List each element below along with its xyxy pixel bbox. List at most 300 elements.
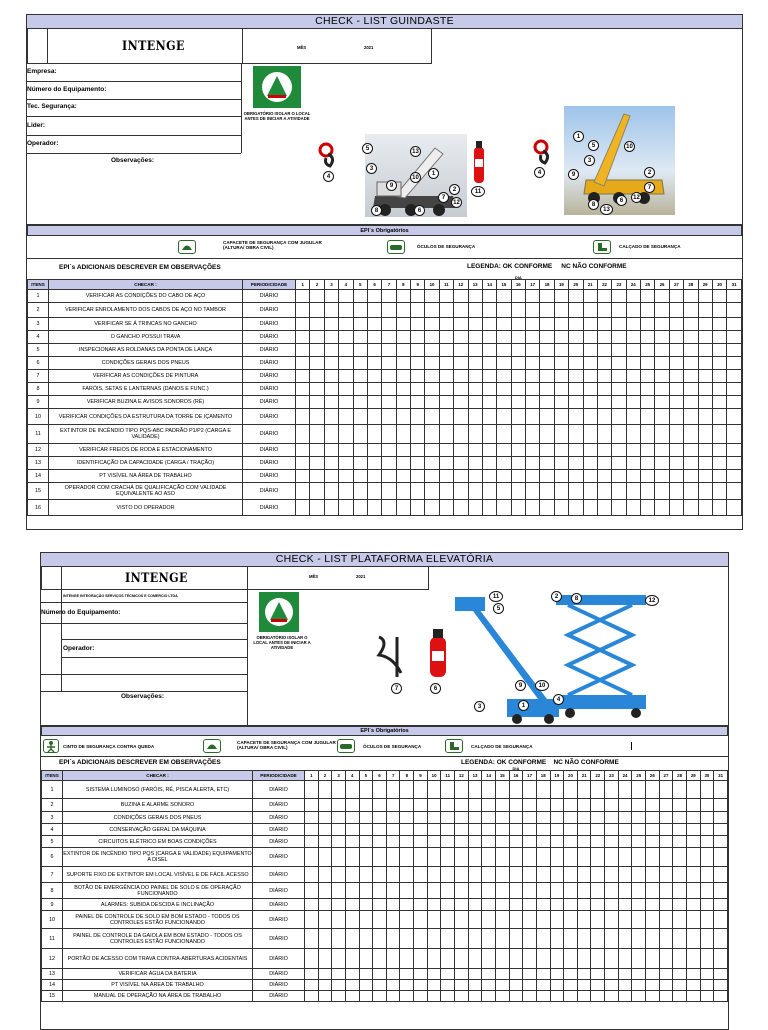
check-cell-day-28[interactable] (673, 991, 687, 1002)
check-cell-day-14[interactable] (482, 396, 496, 409)
check-cell-day-11[interactable] (439, 396, 453, 409)
check-cell-day-5[interactable] (359, 867, 373, 883)
check-cell-day-16[interactable] (509, 836, 523, 848)
check-cell-day-10[interactable] (425, 318, 439, 331)
check-cell-day-29[interactable] (698, 318, 712, 331)
check-cell-day-19[interactable] (554, 500, 568, 516)
check-cell-day-3[interactable] (332, 812, 346, 824)
check-cell-day-26[interactable] (655, 318, 669, 331)
check-cell-day-31[interactable] (714, 911, 728, 929)
check-cell-day-5[interactable] (359, 991, 373, 1002)
check-cell-day-30[interactable] (700, 911, 714, 929)
check-cell-day-12[interactable] (454, 483, 468, 500)
check-cell-day-3[interactable] (332, 969, 346, 980)
check-cell-day-21[interactable] (577, 799, 591, 812)
check-cell-day-6[interactable] (367, 290, 381, 303)
check-cell-day-10[interactable] (425, 409, 439, 425)
check-cell-day-31[interactable] (727, 425, 742, 444)
check-cell-day-17[interactable] (526, 370, 540, 383)
check-cell-day-3[interactable] (324, 425, 338, 444)
check-cell-day-28[interactable] (673, 980, 687, 991)
check-cell-day-16[interactable] (509, 824, 523, 836)
check-cell-day-4[interactable] (339, 344, 353, 357)
check-cell-day-14[interactable] (482, 457, 496, 470)
check-cell-day-23[interactable] (605, 980, 619, 991)
check-cell-day-25[interactable] (641, 483, 655, 500)
check-cell-day-2[interactable] (310, 483, 324, 500)
check-cell-day-22[interactable] (591, 929, 605, 949)
check-cell-day-31[interactable] (714, 824, 728, 836)
check-cell-day-8[interactable] (400, 781, 414, 799)
check-cell-day-1[interactable] (296, 383, 310, 396)
check-cell-day-21[interactable] (577, 949, 591, 969)
check-cell-day-13[interactable] (468, 991, 482, 1002)
check-cell-day-31[interactable] (714, 867, 728, 883)
check-cell-day-11[interactable] (439, 457, 453, 470)
check-cell-day-6[interactable] (367, 444, 381, 457)
check-cell-day-16[interactable] (509, 949, 523, 969)
check-cell-day-28[interactable] (673, 911, 687, 929)
check-cell-day-29[interactable] (686, 980, 700, 991)
check-cell-day-9[interactable] (414, 980, 428, 991)
check-cell-day-10[interactable] (427, 949, 441, 969)
check-cell-day-21[interactable] (577, 969, 591, 980)
check-cell-day-7[interactable] (382, 470, 396, 483)
check-cell-day-4[interactable] (345, 836, 359, 848)
check-cell-day-1[interactable] (296, 344, 310, 357)
check-cell-day-12[interactable] (455, 781, 469, 799)
check-cell-day-15[interactable] (497, 457, 511, 470)
check-cell-day-28[interactable] (684, 303, 698, 318)
check-cell-day-6[interactable] (373, 899, 387, 911)
check-cell-day-10[interactable] (427, 867, 441, 883)
check-cell-day-26[interactable] (646, 929, 660, 949)
check-cell-day-29[interactable] (698, 303, 712, 318)
check-cell-day-18[interactable] (536, 848, 550, 867)
check-cell-day-26[interactable] (655, 344, 669, 357)
check-cell-day-8[interactable] (400, 824, 414, 836)
check-cell-day-25[interactable] (632, 848, 646, 867)
check-cell-day-24[interactable] (618, 883, 632, 899)
check-cell-day-30[interactable] (712, 331, 726, 344)
check-cell-day-14[interactable] (482, 331, 496, 344)
check-cell-day-16[interactable] (509, 799, 523, 812)
check-cell-day-22[interactable] (591, 911, 605, 929)
check-cell-day-11[interactable] (441, 991, 455, 1002)
check-cell-day-25[interactable] (641, 444, 655, 457)
check-cell-day-24[interactable] (626, 444, 640, 457)
check-cell-day-30[interactable] (712, 396, 726, 409)
check-cell-day-17[interactable] (526, 357, 540, 370)
check-cell-day-22[interactable] (597, 425, 611, 444)
check-cell-day-12[interactable] (454, 357, 468, 370)
check-cell-day-16[interactable] (509, 812, 523, 824)
check-cell-day-18[interactable] (536, 824, 550, 836)
check-cell-day-13[interactable] (468, 344, 482, 357)
check-cell-day-12[interactable] (454, 370, 468, 383)
check-cell-day-20[interactable] (569, 303, 583, 318)
check-cell-day-31[interactable] (727, 344, 742, 357)
check-cell-day-18[interactable] (536, 969, 550, 980)
check-cell-day-4[interactable] (339, 425, 353, 444)
field-operador[interactable]: Operador: (63, 645, 95, 652)
check-cell-day-31[interactable] (727, 318, 742, 331)
check-cell-day-3[interactable] (324, 290, 338, 303)
check-cell-day-31[interactable] (714, 836, 728, 848)
check-cell-day-9[interactable] (411, 425, 425, 444)
check-cell-day-15[interactable] (495, 781, 509, 799)
check-cell-day-20[interactable] (569, 470, 583, 483)
check-cell-day-31[interactable] (727, 444, 742, 457)
check-cell-day-1[interactable] (305, 812, 319, 824)
check-cell-day-3[interactable] (332, 836, 346, 848)
check-cell-day-31[interactable] (714, 980, 728, 991)
check-cell-day-8[interactable] (396, 470, 410, 483)
check-cell-day-15[interactable] (495, 799, 509, 812)
check-cell-day-17[interactable] (523, 824, 537, 836)
check-cell-day-25[interactable] (641, 383, 655, 396)
check-cell-day-3[interactable] (332, 991, 346, 1002)
check-cell-day-18[interactable] (536, 899, 550, 911)
check-cell-day-18[interactable] (540, 425, 554, 444)
check-cell-day-2[interactable] (310, 318, 324, 331)
check-cell-day-8[interactable] (396, 425, 410, 444)
check-cell-day-29[interactable] (686, 883, 700, 899)
check-cell-day-22[interactable] (591, 991, 605, 1002)
check-cell-day-27[interactable] (669, 500, 683, 516)
check-cell-day-26[interactable] (655, 470, 669, 483)
check-cell-day-18[interactable] (540, 370, 554, 383)
check-cell-day-6[interactable] (367, 425, 381, 444)
check-cell-day-1[interactable] (296, 444, 310, 457)
check-cell-day-30[interactable] (700, 824, 714, 836)
check-cell-day-1[interactable] (296, 409, 310, 425)
check-cell-day-10[interactable] (425, 425, 439, 444)
check-cell-day-13[interactable] (468, 290, 482, 303)
check-cell-day-31[interactable] (714, 929, 728, 949)
check-cell-day-27[interactable] (669, 457, 683, 470)
check-cell-day-17[interactable] (526, 444, 540, 457)
check-cell-day-26[interactable] (655, 444, 669, 457)
check-cell-day-14[interactable] (482, 929, 496, 949)
check-cell-day-14[interactable] (482, 980, 496, 991)
check-cell-day-8[interactable] (396, 331, 410, 344)
check-cell-day-13[interactable] (468, 357, 482, 370)
check-cell-day-8[interactable] (396, 383, 410, 396)
check-cell-day-19[interactable] (554, 344, 568, 357)
check-cell-day-8[interactable] (396, 457, 410, 470)
check-cell-day-25[interactable] (641, 318, 655, 331)
check-cell-day-30[interactable] (700, 812, 714, 824)
check-cell-day-18[interactable] (536, 883, 550, 899)
check-cell-day-26[interactable] (646, 980, 660, 991)
check-cell-day-19[interactable] (554, 457, 568, 470)
check-cell-day-16[interactable] (509, 929, 523, 949)
check-cell-day-8[interactable] (396, 500, 410, 516)
check-cell-day-27[interactable] (659, 969, 673, 980)
check-cell-day-26[interactable] (655, 425, 669, 444)
check-cell-day-15[interactable] (495, 911, 509, 929)
check-cell-day-23[interactable] (612, 470, 626, 483)
check-cell-day-21[interactable] (577, 911, 591, 929)
check-cell-day-21[interactable] (583, 370, 597, 383)
check-cell-day-14[interactable] (482, 303, 496, 318)
check-cell-day-9[interactable] (411, 500, 425, 516)
check-cell-day-15[interactable] (495, 848, 509, 867)
check-cell-day-30[interactable] (712, 444, 726, 457)
check-cell-day-5[interactable] (353, 483, 367, 500)
check-cell-day-19[interactable] (550, 929, 564, 949)
check-cell-day-25[interactable] (632, 883, 646, 899)
check-cell-day-21[interactable] (577, 836, 591, 848)
check-cell-day-26[interactable] (655, 483, 669, 500)
check-cell-day-24[interactable] (618, 848, 632, 867)
check-cell-day-16[interactable] (511, 331, 525, 344)
check-cell-day-7[interactable] (382, 357, 396, 370)
check-cell-day-31[interactable] (727, 457, 742, 470)
check-cell-day-13[interactable] (468, 867, 482, 883)
check-cell-day-3[interactable] (324, 444, 338, 457)
check-cell-day-24[interactable] (626, 470, 640, 483)
check-cell-day-9[interactable] (411, 457, 425, 470)
check-cell-day-13[interactable] (468, 383, 482, 396)
check-cell-day-15[interactable] (495, 867, 509, 883)
check-cell-day-14[interactable] (482, 867, 496, 883)
check-cell-day-24[interactable] (626, 290, 640, 303)
check-cell-day-7[interactable] (386, 911, 400, 929)
check-cell-day-14[interactable] (482, 483, 496, 500)
check-cell-day-16[interactable] (511, 444, 525, 457)
check-cell-day-4[interactable] (345, 799, 359, 812)
check-cell-day-20[interactable] (569, 457, 583, 470)
check-cell-day-9[interactable] (414, 929, 428, 949)
check-cell-day-16[interactable] (511, 290, 525, 303)
check-cell-day-2[interactable] (318, 836, 332, 848)
check-cell-day-24[interactable] (626, 331, 640, 344)
check-cell-day-17[interactable] (523, 836, 537, 848)
check-cell-day-7[interactable] (386, 980, 400, 991)
check-cell-day-24[interactable] (626, 370, 640, 383)
check-cell-day-9[interactable] (414, 812, 428, 824)
check-cell-day-5[interactable] (353, 318, 367, 331)
check-cell-day-30[interactable] (700, 899, 714, 911)
check-cell-day-10[interactable] (425, 331, 439, 344)
check-cell-day-2[interactable] (318, 824, 332, 836)
check-cell-day-1[interactable] (296, 483, 310, 500)
check-cell-day-21[interactable] (583, 444, 597, 457)
check-cell-day-15[interactable] (497, 357, 511, 370)
check-cell-day-22[interactable] (591, 980, 605, 991)
check-cell-day-30[interactable] (700, 848, 714, 867)
check-cell-day-24[interactable] (618, 929, 632, 949)
check-cell-day-15[interactable] (497, 425, 511, 444)
check-cell-day-23[interactable] (612, 444, 626, 457)
check-cell-day-31[interactable] (714, 991, 728, 1002)
check-cell-day-1[interactable] (305, 883, 319, 899)
check-cell-day-19[interactable] (550, 980, 564, 991)
check-cell-day-22[interactable] (597, 383, 611, 396)
check-cell-day-19[interactable] (554, 470, 568, 483)
check-cell-day-29[interactable] (686, 836, 700, 848)
check-cell-day-7[interactable] (386, 848, 400, 867)
check-cell-day-29[interactable] (686, 848, 700, 867)
check-cell-day-4[interactable] (339, 370, 353, 383)
check-cell-day-19[interactable] (550, 991, 564, 1002)
check-cell-day-21[interactable] (583, 331, 597, 344)
check-cell-day-13[interactable] (468, 444, 482, 457)
check-cell-day-4[interactable] (339, 318, 353, 331)
check-cell-day-3[interactable] (332, 867, 346, 883)
check-cell-day-31[interactable] (714, 781, 728, 799)
check-cell-day-10[interactable] (427, 911, 441, 929)
check-cell-day-10[interactable] (425, 357, 439, 370)
check-cell-day-17[interactable] (526, 396, 540, 409)
check-cell-day-8[interactable] (400, 949, 414, 969)
check-cell-day-25[interactable] (641, 470, 655, 483)
check-cell-day-29[interactable] (698, 357, 712, 370)
check-cell-day-2[interactable] (310, 409, 324, 425)
check-cell-day-7[interactable] (382, 318, 396, 331)
check-cell-day-3[interactable] (324, 318, 338, 331)
check-cell-day-13[interactable] (468, 929, 482, 949)
check-cell-day-2[interactable] (310, 470, 324, 483)
check-cell-day-25[interactable] (641, 303, 655, 318)
check-cell-day-7[interactable] (382, 303, 396, 318)
check-cell-day-28[interactable] (684, 357, 698, 370)
check-cell-day-11[interactable] (441, 824, 455, 836)
check-cell-day-4[interactable] (339, 457, 353, 470)
check-cell-day-16[interactable] (509, 848, 523, 867)
check-cell-day-22[interactable] (597, 331, 611, 344)
check-cell-day-20[interactable] (564, 812, 578, 824)
check-cell-day-29[interactable] (698, 444, 712, 457)
check-cell-day-2[interactable] (318, 969, 332, 980)
check-cell-day-18[interactable] (540, 383, 554, 396)
check-cell-day-14[interactable] (482, 824, 496, 836)
check-cell-day-15[interactable] (495, 899, 509, 911)
check-cell-day-10[interactable] (427, 799, 441, 812)
check-cell-day-18[interactable] (540, 290, 554, 303)
check-cell-day-12[interactable] (455, 799, 469, 812)
check-cell-day-24[interactable] (618, 980, 632, 991)
check-cell-day-25[interactable] (641, 457, 655, 470)
check-cell-day-3[interactable] (332, 949, 346, 969)
check-cell-day-22[interactable] (591, 899, 605, 911)
check-cell-day-22[interactable] (597, 500, 611, 516)
check-cell-day-23[interactable] (612, 318, 626, 331)
check-cell-day-29[interactable] (686, 799, 700, 812)
check-cell-day-6[interactable] (373, 980, 387, 991)
check-cell-day-28[interactable] (684, 331, 698, 344)
check-cell-day-18[interactable] (540, 500, 554, 516)
check-cell-day-23[interactable] (605, 848, 619, 867)
check-cell-day-29[interactable] (698, 425, 712, 444)
check-cell-day-18[interactable] (536, 836, 550, 848)
check-cell-day-26[interactable] (646, 911, 660, 929)
check-cell-day-15[interactable] (497, 470, 511, 483)
check-cell-day-14[interactable] (482, 470, 496, 483)
check-cell-day-27[interactable] (659, 911, 673, 929)
check-cell-day-10[interactable] (427, 883, 441, 899)
check-cell-day-29[interactable] (698, 331, 712, 344)
check-cell-day-8[interactable] (400, 911, 414, 929)
check-cell-day-10[interactable] (425, 396, 439, 409)
field-numero-equipamento[interactable]: Número do Equipamento: (27, 86, 107, 93)
check-cell-day-14[interactable] (482, 357, 496, 370)
check-cell-day-31[interactable] (727, 331, 742, 344)
check-cell-day-21[interactable] (583, 470, 597, 483)
check-cell-day-30[interactable] (712, 303, 726, 318)
check-cell-day-1[interactable] (305, 824, 319, 836)
check-cell-day-29[interactable] (686, 949, 700, 969)
check-cell-day-28[interactable] (684, 409, 698, 425)
check-cell-day-19[interactable] (550, 969, 564, 980)
check-cell-day-8[interactable] (396, 444, 410, 457)
check-cell-day-29[interactable] (698, 500, 712, 516)
check-cell-day-23[interactable] (605, 911, 619, 929)
check-cell-day-26[interactable] (646, 812, 660, 824)
check-cell-day-21[interactable] (577, 883, 591, 899)
check-cell-day-11[interactable] (441, 848, 455, 867)
check-cell-day-30[interactable] (712, 370, 726, 383)
check-cell-day-2[interactable] (310, 383, 324, 396)
check-cell-day-15[interactable] (495, 824, 509, 836)
check-cell-day-8[interactable] (400, 883, 414, 899)
check-cell-day-29[interactable] (686, 867, 700, 883)
check-cell-day-14[interactable] (482, 290, 496, 303)
check-cell-day-14[interactable] (482, 991, 496, 1002)
check-cell-day-4[interactable] (339, 500, 353, 516)
check-cell-day-1[interactable] (296, 457, 310, 470)
check-cell-day-28[interactable] (684, 425, 698, 444)
check-cell-day-25[interactable] (632, 969, 646, 980)
check-cell-day-3[interactable] (324, 370, 338, 383)
check-cell-day-31[interactable] (727, 396, 742, 409)
check-cell-day-18[interactable] (536, 867, 550, 883)
check-cell-day-16[interactable] (511, 318, 525, 331)
check-cell-day-5[interactable] (353, 344, 367, 357)
check-cell-day-8[interactable] (396, 318, 410, 331)
check-cell-day-9[interactable] (414, 949, 428, 969)
check-cell-day-16[interactable] (511, 383, 525, 396)
check-cell-day-8[interactable] (400, 899, 414, 911)
check-cell-day-22[interactable] (597, 290, 611, 303)
check-cell-day-2[interactable] (318, 883, 332, 899)
check-cell-day-26[interactable] (646, 949, 660, 969)
check-cell-day-17[interactable] (523, 899, 537, 911)
check-cell-day-17[interactable] (523, 799, 537, 812)
check-cell-day-11[interactable] (439, 318, 453, 331)
check-cell-day-26[interactable] (646, 781, 660, 799)
check-cell-day-28[interactable] (673, 883, 687, 899)
check-cell-day-28[interactable] (673, 799, 687, 812)
check-cell-day-19[interactable] (550, 867, 564, 883)
check-cell-day-3[interactable] (324, 483, 338, 500)
check-cell-day-19[interactable] (550, 899, 564, 911)
check-cell-day-12[interactable] (454, 425, 468, 444)
check-cell-day-25[interactable] (641, 357, 655, 370)
check-cell-day-5[interactable] (359, 949, 373, 969)
check-cell-day-25[interactable] (641, 500, 655, 516)
check-cell-day-5[interactable] (353, 500, 367, 516)
check-cell-day-6[interactable] (367, 470, 381, 483)
check-cell-day-5[interactable] (353, 357, 367, 370)
check-cell-day-21[interactable] (583, 457, 597, 470)
check-cell-day-28[interactable] (684, 470, 698, 483)
check-cell-day-28[interactable] (673, 781, 687, 799)
check-cell-day-15[interactable] (497, 370, 511, 383)
check-cell-day-4[interactable] (345, 812, 359, 824)
